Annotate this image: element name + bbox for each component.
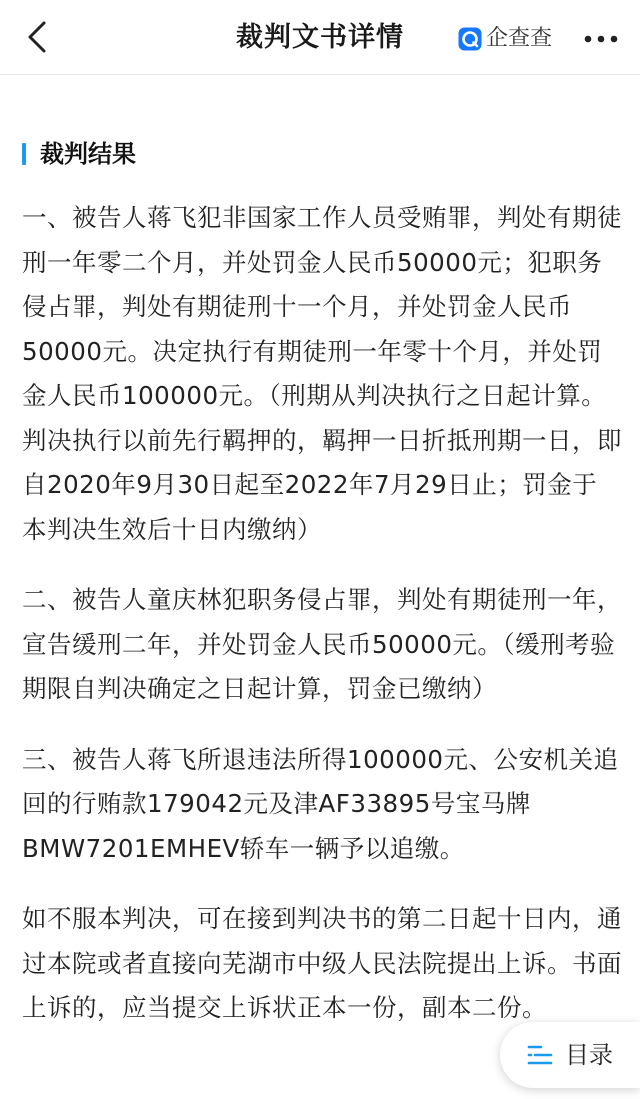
- judgment-paragraph-1: 一、被告人蒋飞犯非国家工作人员受贿罪，判处有期徒刑一年零二个月，并处罚金人民币50000元；犯职务侵占罪，判处有期徒刑十一个月，并处罚金人民币50000元。决定执行有期徒刑一年零十个月，并处罚金人民币100000元。（刑期从判决执行之日起计算。判决执行以前先行羁押的，羁押一日折抵刑期一日，即自2020年9月30日起至2022年7月29日止；罚金于本判决生效后十日内缴纳）: [22, 203, 622, 544]
- back-button[interactable]: [14, 14, 60, 60]
- section-header: [22, 138, 136, 170]
- judgment-paragraph-3: 三、被告人蒋飞所退违法所得100000元、公安机关追回的行贿款179042元及津AF33895号宝马牌BMW7201EMHEV轿车一辆予以追缴。: [22, 744, 619, 863]
- section-accent-bar: [22, 143, 26, 165]
- page-title: 裁判文书详情: [236, 22, 404, 53]
- brand-name: 企查查: [486, 26, 553, 51]
- appeal-paragraph: 如不服本判决，可在接到判决书的第二日起十日内，通过本院或者直接向芜湖市中级人民法院提出上诉。书面上诉的，应当提交上诉状正本一份，副本二份。: [22, 904, 622, 1022]
- top-navbar: [0, 0, 640, 75]
- more-dots-icon: [583, 34, 619, 44]
- qichacha-logo-icon: [458, 27, 482, 51]
- section-title: 裁判结果: [40, 140, 136, 168]
- list-icon: [527, 1044, 553, 1066]
- chevron-left-icon: [26, 20, 48, 54]
- table-of-contents-button[interactable]: [500, 1022, 640, 1088]
- judgment-paragraph-2: 二、被告人童庆林犯职务侵占罪，判处有期徒刑一年，宣告缓刑二年，并处罚金人民币50000元。（缓刑考验期限自判决确定之日起计算，罚金已缴纳）: [22, 585, 622, 703]
- brand-link[interactable]: [458, 22, 552, 56]
- more-button[interactable]: [578, 22, 624, 56]
- judgment-content: [22, 196, 622, 1057]
- toc-label: 目录: [565, 1041, 613, 1069]
